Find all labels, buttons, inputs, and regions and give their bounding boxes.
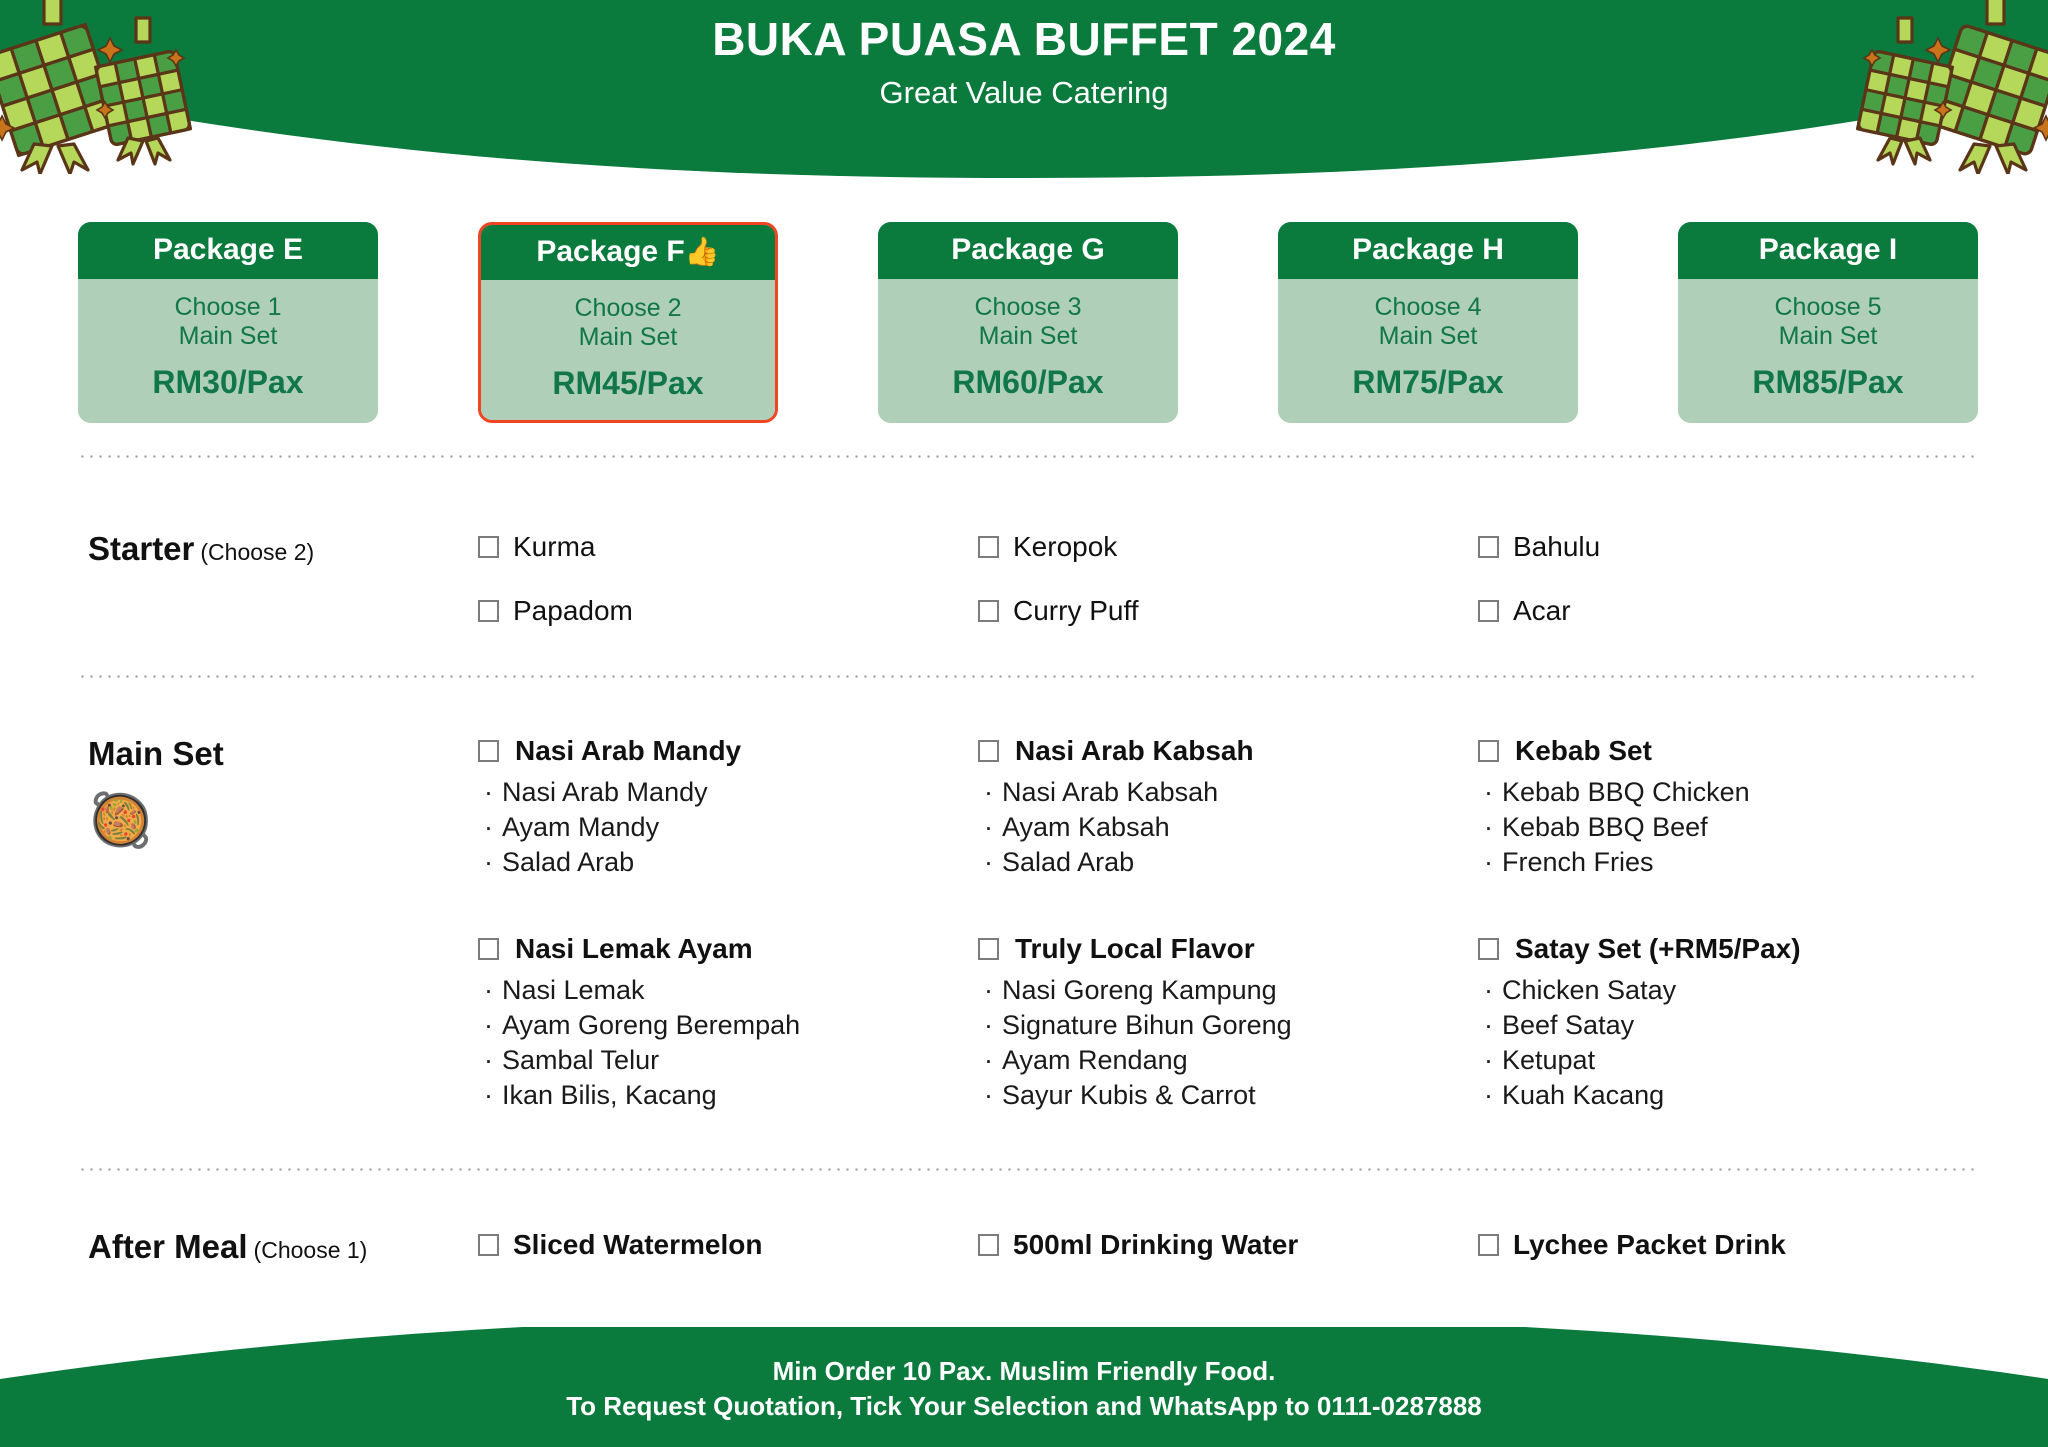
list-item-label: Ayam Rendang <box>1002 1045 1188 1075</box>
bullet-icon: · <box>1484 847 1493 877</box>
starter-option-label: Keropok <box>1013 531 1118 562</box>
after-meal-option-lychee-packet-drink[interactable] <box>1478 1228 1978 1262</box>
after-meal-column-2 <box>978 1228 1478 1262</box>
main-set-group-header[interactable] <box>978 933 1478 965</box>
package-card-h-price: RM75/Pax <box>1352 364 1504 400</box>
bullet-icon: · <box>984 1045 993 1075</box>
package-cards-row <box>78 222 1978 423</box>
list-item <box>1484 1078 1978 1113</box>
ketupat-decoration-left-icon <box>0 0 222 174</box>
divider-after-packages <box>78 455 1978 458</box>
checkbox-icon[interactable] <box>978 1234 999 1256</box>
main-set-row-2 <box>478 933 1978 1113</box>
header-text <box>0 10 2048 116</box>
header-banner <box>0 0 2048 180</box>
list-item <box>1484 1043 1978 1078</box>
starter-option-bahulu[interactable] <box>1478 530 1978 564</box>
checkbox-icon[interactable] <box>978 740 999 762</box>
after-meal-option-label: Sliced Watermelon <box>513 1229 763 1260</box>
footer-line-2: To Request Quotation, Tick Your Selection and WhatsApp to 0111-0287888 <box>566 1391 1482 1421</box>
package-card-e-body <box>78 279 378 419</box>
main-set-group-title: Satay Set (+RM5/Pax) <box>1515 933 1801 964</box>
bullet-icon: · <box>484 1010 493 1040</box>
package-card-i-price: RM85/Pax <box>1752 364 1904 400</box>
main-set-title: Main Set <box>88 735 224 772</box>
package-card-e-header <box>78 222 378 279</box>
list-item-label: Chicken Satay <box>1502 975 1677 1005</box>
package-card-g[interactable] <box>878 222 1178 423</box>
list-item <box>984 775 1478 810</box>
main-set-group-header[interactable] <box>978 735 1478 767</box>
bullet-icon: · <box>484 812 493 842</box>
starter-option-label: Papadom <box>513 595 633 626</box>
bullet-icon: · <box>484 975 493 1005</box>
package-card-h-choose-line2: Main Set <box>1378 322 1478 350</box>
main-set-group-kebab-set[interactable] <box>1478 735 1978 880</box>
list-item <box>984 1078 1478 1113</box>
bullet-icon: · <box>484 777 493 807</box>
package-card-e-name: Package E <box>152 233 304 266</box>
after-meal-option-label: 500ml Drinking Water <box>1013 1229 1299 1260</box>
list-item-label: Beef Satay <box>1502 1010 1635 1040</box>
package-card-h-header <box>1278 222 1578 279</box>
list-item-label: Nasi Goreng Kampung <box>1002 975 1277 1005</box>
starter-option-label: Kurma <box>513 531 596 562</box>
list-item-label: Ayam Mandy <box>502 812 660 842</box>
list-item <box>484 845 978 880</box>
after-meal-title: After Meal <box>88 1228 248 1265</box>
package-card-g-choose-line1: Choose 3 <box>974 293 1082 321</box>
main-set-group-title: Truly Local Flavor <box>1015 933 1255 964</box>
package-card-f-header <box>481 225 775 280</box>
after-meal-note: (Choose 1) <box>253 1237 368 1263</box>
checkbox-icon[interactable] <box>978 938 999 960</box>
list-item <box>984 810 1478 845</box>
main-set-group-truly-local-flavor[interactable] <box>978 933 1478 1113</box>
checkbox-icon[interactable] <box>478 536 499 558</box>
list-item <box>1484 1008 1978 1043</box>
list-item-label: Salad Arab <box>502 847 635 877</box>
package-card-h-body <box>1278 279 1578 419</box>
list-item-label: Salad Arab <box>1002 847 1135 877</box>
main-set-group-nasi-lemak-ayam[interactable] <box>478 933 978 1113</box>
bullet-icon: · <box>984 847 993 877</box>
list-item <box>1484 845 1978 880</box>
package-card-e-price: RM30/Pax <box>152 364 304 400</box>
main-set-group-title: Nasi Arab Kabsah <box>1015 735 1254 766</box>
checkbox-icon[interactable] <box>1478 536 1499 558</box>
package-card-i-name: Package I <box>1758 233 1898 266</box>
list-item <box>484 973 978 1008</box>
starter-option-label: Acar <box>1513 595 1571 626</box>
footer-line-1: Min Order 10 Pax. Muslim Friendly Food. <box>772 1356 1276 1386</box>
list-item-label: Kebab BBQ Chicken <box>1502 777 1750 807</box>
bullet-icon: · <box>1484 777 1493 807</box>
footer-text <box>0 1354 2048 1424</box>
starter-option-keropok[interactable] <box>978 530 1478 564</box>
package-card-f-name: Package F <box>536 235 685 268</box>
starter-title: Starter <box>88 530 195 567</box>
main-set-group-items <box>484 973 978 1113</box>
main-set-group-items <box>484 775 978 880</box>
list-item <box>984 1043 1478 1078</box>
bullet-icon: · <box>984 777 993 807</box>
bullet-icon: · <box>484 847 493 877</box>
starter-column-1 <box>478 530 978 628</box>
checkbox-icon[interactable] <box>1478 600 1499 622</box>
main-set-group-header[interactable] <box>1478 735 1978 767</box>
starter-section-label <box>88 530 468 568</box>
package-card-i-header <box>1678 222 1978 279</box>
package-card-g-body <box>878 279 1178 419</box>
package-card-e-choose-line1: Choose 1 <box>174 293 282 321</box>
checkbox-icon[interactable] <box>478 938 499 960</box>
main-set-group-items <box>984 775 1478 880</box>
main-set-section-label <box>88 735 468 773</box>
bullet-icon: · <box>484 1045 493 1075</box>
main-set-group-nasi-arab-kabsah[interactable] <box>978 735 1478 880</box>
main-set-group-items <box>984 973 1478 1113</box>
main-set-group-title: Nasi Arab Mandy <box>515 735 742 766</box>
package-card-i-choose-line1: Choose 5 <box>1774 293 1882 321</box>
after-meal-option-drinking-water[interactable] <box>978 1228 1478 1262</box>
package-card-f[interactable] <box>478 222 778 423</box>
checkbox-icon[interactable] <box>1478 740 1499 762</box>
checkbox-icon[interactable] <box>478 1234 499 1256</box>
main-set-group-nasi-arab-mandy[interactable] <box>478 735 978 880</box>
list-item <box>1484 775 1978 810</box>
list-item <box>484 775 978 810</box>
thumbs-up-icon: 👍 <box>684 236 720 267</box>
package-card-h[interactable] <box>1278 222 1578 423</box>
bullet-icon: · <box>1484 1080 1493 1110</box>
list-item <box>484 810 978 845</box>
package-card-e-choose-line2: Main Set <box>178 322 278 350</box>
starter-note: (Choose 2) <box>200 539 315 565</box>
main-set-group-title: Nasi Lemak Ayam <box>515 933 753 964</box>
starter-option-kurma[interactable] <box>478 530 978 564</box>
bullet-icon: · <box>984 975 993 1005</box>
starter-column-2 <box>978 530 1478 628</box>
main-set-group-items <box>1484 775 1978 880</box>
list-item-label: Nasi Arab Kabsah <box>1002 777 1219 807</box>
starter-option-curry-puff[interactable] <box>978 594 1478 628</box>
starter-column-3 <box>1478 530 1978 628</box>
package-card-g-choose-line2: Main Set <box>978 322 1078 350</box>
bullet-icon: · <box>984 812 993 842</box>
starter-option-label: Curry Puff <box>1013 595 1139 626</box>
checkbox-icon[interactable] <box>1478 938 1499 960</box>
list-item-label: Ketupat <box>1502 1045 1596 1075</box>
package-card-i-choose-line2: Main Set <box>1778 322 1878 350</box>
bullet-icon: · <box>1484 975 1493 1005</box>
list-item-label: Ikan Bilis, Kacang <box>502 1080 717 1110</box>
package-card-f-choose-line2: Main Set <box>578 323 678 351</box>
main-set-group-title: Kebab Set <box>1515 735 1652 766</box>
checkbox-icon[interactable] <box>978 600 999 622</box>
starter-option-papadom[interactable] <box>478 594 978 628</box>
package-card-e[interactable] <box>78 222 378 423</box>
package-card-i-body <box>1678 279 1978 419</box>
package-card-f-body <box>481 280 775 420</box>
after-meal-section-label <box>88 1228 468 1266</box>
bullet-icon: · <box>1484 812 1493 842</box>
list-item <box>484 1078 978 1113</box>
main-set-group-header[interactable] <box>478 735 978 767</box>
list-item-label: Nasi Arab Mandy <box>502 777 708 807</box>
main-set-group-header[interactable] <box>1478 933 1978 965</box>
divider-after-main-set <box>78 1168 1978 1171</box>
after-meal-column-3 <box>1478 1228 1978 1262</box>
main-set-group-satay-set[interactable] <box>1478 933 1978 1113</box>
main-set-row-1 <box>478 735 1978 880</box>
list-item-label: Ayam Goreng Berempah <box>502 1010 801 1040</box>
bullet-icon: · <box>984 1010 993 1040</box>
footer-banner <box>0 1327 2048 1447</box>
main-set-group-header[interactable] <box>478 933 978 965</box>
divider-after-starter <box>78 675 1978 678</box>
checkbox-icon[interactable] <box>1478 1234 1499 1256</box>
bullet-icon: · <box>1484 1045 1493 1075</box>
list-item <box>484 1043 978 1078</box>
list-item-label: Kuah Kacang <box>1502 1080 1665 1110</box>
package-card-g-price: RM60/Pax <box>952 364 1104 400</box>
list-item <box>1484 973 1978 1008</box>
after-meal-options-columns <box>478 1228 1978 1262</box>
package-card-h-choose-line1: Choose 4 <box>1374 293 1482 321</box>
main-set-group-items <box>1484 973 1978 1113</box>
list-item-label: French Fries <box>1502 847 1654 877</box>
page-title: BUKA PUASA BUFFET 2024 <box>712 13 1336 65</box>
checkbox-icon[interactable] <box>478 600 499 622</box>
list-item <box>484 1008 978 1043</box>
package-card-f-price: RM45/Pax <box>552 365 704 401</box>
ketupat-decoration-right-icon <box>1826 0 2048 174</box>
package-card-g-header <box>878 222 1178 279</box>
bullet-icon: · <box>984 1080 993 1110</box>
list-item-label: Kebab BBQ Beef <box>1502 812 1708 842</box>
list-item <box>984 1008 1478 1043</box>
starter-option-acar[interactable] <box>1478 594 1978 628</box>
package-card-f-choose-line1: Choose 2 <box>574 294 682 322</box>
list-item <box>984 845 1478 880</box>
pan-of-food-icon: 🥘 <box>88 792 153 850</box>
starter-option-label: Bahulu <box>1513 531 1601 562</box>
package-card-h-name: Package H <box>1352 233 1504 266</box>
page-subtitle: Great Value Catering <box>879 75 1169 110</box>
bullet-icon: · <box>484 1080 493 1110</box>
list-item-label: Ayam Kabsah <box>1002 812 1170 842</box>
checkbox-icon[interactable] <box>978 536 999 558</box>
starter-options-columns <box>478 530 1978 628</box>
list-item-label: Nasi Lemak <box>502 975 645 1005</box>
package-card-i[interactable] <box>1678 222 1978 423</box>
list-item-label: Sambal Telur <box>502 1045 660 1075</box>
package-card-g-name: Package G <box>951 233 1105 266</box>
list-item-label: Sayur Kubis & Carrot <box>1002 1080 1256 1110</box>
list-item <box>984 973 1478 1008</box>
list-item-label: Signature Bihun Goreng <box>1002 1010 1292 1040</box>
checkbox-icon[interactable] <box>478 740 499 762</box>
list-item <box>1484 810 1978 845</box>
bullet-icon: · <box>1484 1010 1493 1040</box>
after-meal-column-1 <box>478 1228 978 1262</box>
after-meal-option-sliced-watermelon[interactable] <box>478 1228 978 1262</box>
after-meal-option-label: Lychee Packet Drink <box>1513 1229 1786 1260</box>
